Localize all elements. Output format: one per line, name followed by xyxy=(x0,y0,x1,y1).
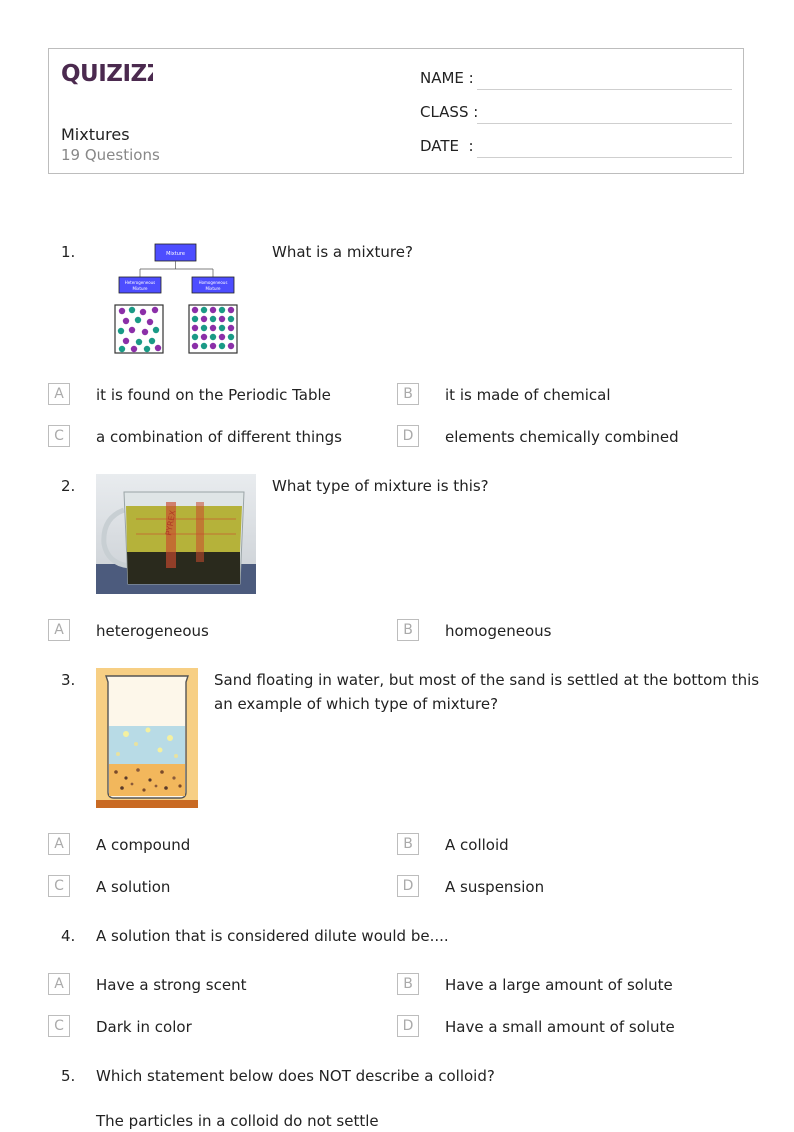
question-number: 2. xyxy=(61,477,76,495)
particle-dot xyxy=(192,325,198,331)
option-text[interactable]: A solution xyxy=(96,878,171,896)
particle-dot xyxy=(144,346,150,352)
question-text: Which statement below does NOT describe a colloid? xyxy=(96,1067,495,1085)
particle-dot xyxy=(129,327,135,333)
particle-dot xyxy=(153,327,159,333)
svg-text:Mixture: Mixture xyxy=(166,251,185,257)
option-letter-box[interactable]: B xyxy=(397,973,419,995)
worksheet-header xyxy=(48,48,744,174)
option-text[interactable]: homogeneous xyxy=(445,622,552,640)
particle-dot xyxy=(228,316,234,322)
particle-dot xyxy=(119,308,125,314)
particle-dot xyxy=(140,309,146,315)
particle-dot xyxy=(201,316,207,322)
particle-dot xyxy=(228,334,234,340)
question-text: What type of mixture is this? xyxy=(272,477,489,495)
particle-dot xyxy=(152,307,158,313)
option-text[interactable]: A suspension xyxy=(445,878,545,896)
sand-particle xyxy=(120,786,124,790)
svg-text:Mixture: Mixture xyxy=(205,286,221,291)
particle-dot xyxy=(219,316,225,322)
particle-dot xyxy=(149,338,155,344)
question-number: 1. xyxy=(61,243,76,261)
sand-particle xyxy=(174,754,178,758)
particle-dot xyxy=(192,307,198,313)
particle-dot xyxy=(210,334,216,340)
option-text[interactable]: elements chemically combined xyxy=(445,428,679,446)
option-letter-box[interactable]: D xyxy=(397,1015,419,1037)
particle-dot xyxy=(131,346,137,352)
option-text[interactable]: Have a strong scent xyxy=(96,976,247,994)
option-letter-box[interactable]: B xyxy=(397,383,419,405)
particle-dot xyxy=(135,317,141,323)
option-letter-box[interactable]: A xyxy=(48,383,70,405)
sand-particle xyxy=(172,776,175,779)
option-letter-box[interactable]: D xyxy=(397,875,419,897)
option-text[interactable]: a combination of different things xyxy=(96,428,342,446)
sand-particle xyxy=(155,785,158,788)
question-text: What is a mixture? xyxy=(272,243,413,261)
particle-dot xyxy=(210,316,216,322)
sand-particle xyxy=(114,770,118,774)
name-label: NAME : xyxy=(420,69,474,87)
date-line[interactable] xyxy=(477,157,732,158)
particle-dot xyxy=(210,325,216,331)
particle-dot xyxy=(201,334,207,340)
name-line[interactable] xyxy=(477,89,732,90)
particle-dot xyxy=(119,346,125,352)
option-text[interactable]: Dark in color xyxy=(96,1018,192,1036)
question-text-line: Sand floating in water, but most of the sand is settled at the bottom this xyxy=(214,671,760,689)
question-text-line: an example of which type of mixture? xyxy=(214,695,499,713)
svg-text:Homogeneous: Homogeneous xyxy=(198,280,228,285)
particle-dot xyxy=(123,318,129,324)
particle-dot xyxy=(123,338,129,344)
particle-dot xyxy=(228,343,234,349)
date-label: DATE : xyxy=(420,137,474,155)
question-number: 4. xyxy=(61,927,76,945)
option-letter-box[interactable]: B xyxy=(397,619,419,641)
sand-particle xyxy=(124,776,127,779)
question-number: 3. xyxy=(61,671,76,689)
sand-particle xyxy=(123,731,129,737)
particle-dot xyxy=(219,307,225,313)
particle-dot xyxy=(192,334,198,340)
particle-dot xyxy=(201,343,207,349)
option-text[interactable]: A compound xyxy=(96,836,191,854)
sand-particle xyxy=(164,786,168,790)
question-text xyxy=(214,668,759,716)
date-field[interactable] xyxy=(420,137,474,155)
quizizz-logo xyxy=(61,59,153,91)
sand-particle xyxy=(148,778,151,781)
particle-dot xyxy=(210,307,216,313)
option-letter-box[interactable]: B xyxy=(397,833,419,855)
option-letter-box[interactable]: A xyxy=(48,619,70,641)
particle-dot xyxy=(155,345,161,351)
particle-dot xyxy=(192,343,198,349)
option-text[interactable]: it is found on the Periodic Table xyxy=(96,386,331,404)
particle-dot xyxy=(228,307,234,313)
sand-particle xyxy=(158,748,163,753)
option-text[interactable]: Have a small amount of solute xyxy=(445,1018,675,1036)
sand-particle xyxy=(146,728,151,733)
particle-dot xyxy=(147,319,153,325)
option-letter-box[interactable]: A xyxy=(48,833,70,855)
particle-dot xyxy=(142,329,148,335)
sand-particle xyxy=(131,783,134,786)
particle-dot xyxy=(201,325,207,331)
sand-particle xyxy=(116,752,120,756)
particle-dot xyxy=(129,307,135,313)
svg-text:QUIZIZZ: QUIZIZZ xyxy=(61,61,153,87)
measuring-cup-photo xyxy=(96,474,256,598)
sand-particle xyxy=(142,788,145,791)
option-letter-box[interactable]: C xyxy=(48,875,70,897)
svg-text:Mixture: Mixture xyxy=(132,286,148,291)
particle-dot xyxy=(201,307,207,313)
question-number: 5. xyxy=(61,1067,76,1085)
option-letter-box[interactable]: C xyxy=(48,1015,70,1037)
class-field[interactable] xyxy=(420,103,478,121)
particle-dot xyxy=(219,334,225,340)
mixture-diagram-image xyxy=(112,242,242,360)
class-line[interactable] xyxy=(477,123,732,124)
particle-dot xyxy=(228,325,234,331)
beaker-suspension-image xyxy=(96,668,198,812)
sand-particle xyxy=(167,735,173,741)
particle-dot xyxy=(118,328,124,334)
particle-dot xyxy=(219,325,225,331)
class-label: CLASS : xyxy=(420,103,479,121)
particle-dot xyxy=(210,343,216,349)
name-field[interactable] xyxy=(420,69,474,87)
sand-particle xyxy=(178,784,181,787)
worksheet-title: Mixtures xyxy=(61,125,130,144)
particle-dot xyxy=(136,339,142,345)
option-letter-box[interactable]: D xyxy=(397,425,419,447)
particle-dot xyxy=(219,343,225,349)
question-text: A solution that is considered dilute would be.... xyxy=(96,927,449,945)
question-count: 19 Questions xyxy=(61,146,160,164)
option-text[interactable]: heterogeneous xyxy=(96,622,209,640)
svg-text:Heterogeneous: Heterogeneous xyxy=(124,280,156,285)
sand-particle xyxy=(160,770,164,774)
option-text[interactable]: A colloid xyxy=(445,836,509,854)
option-letter-box[interactable]: A xyxy=(48,973,70,995)
sand-particle xyxy=(136,768,140,772)
particle-dot xyxy=(192,316,198,322)
option-text[interactable]: it is made of chemical xyxy=(445,386,611,404)
option-text[interactable]: Have a large amount of solute xyxy=(445,976,673,994)
svg-text:PYREX: PYREX xyxy=(164,509,178,537)
option-letter-box[interactable]: C xyxy=(48,425,70,447)
sand-particle xyxy=(134,742,138,746)
option-text[interactable]: The particles in a colloid do not settle xyxy=(96,1112,379,1130)
